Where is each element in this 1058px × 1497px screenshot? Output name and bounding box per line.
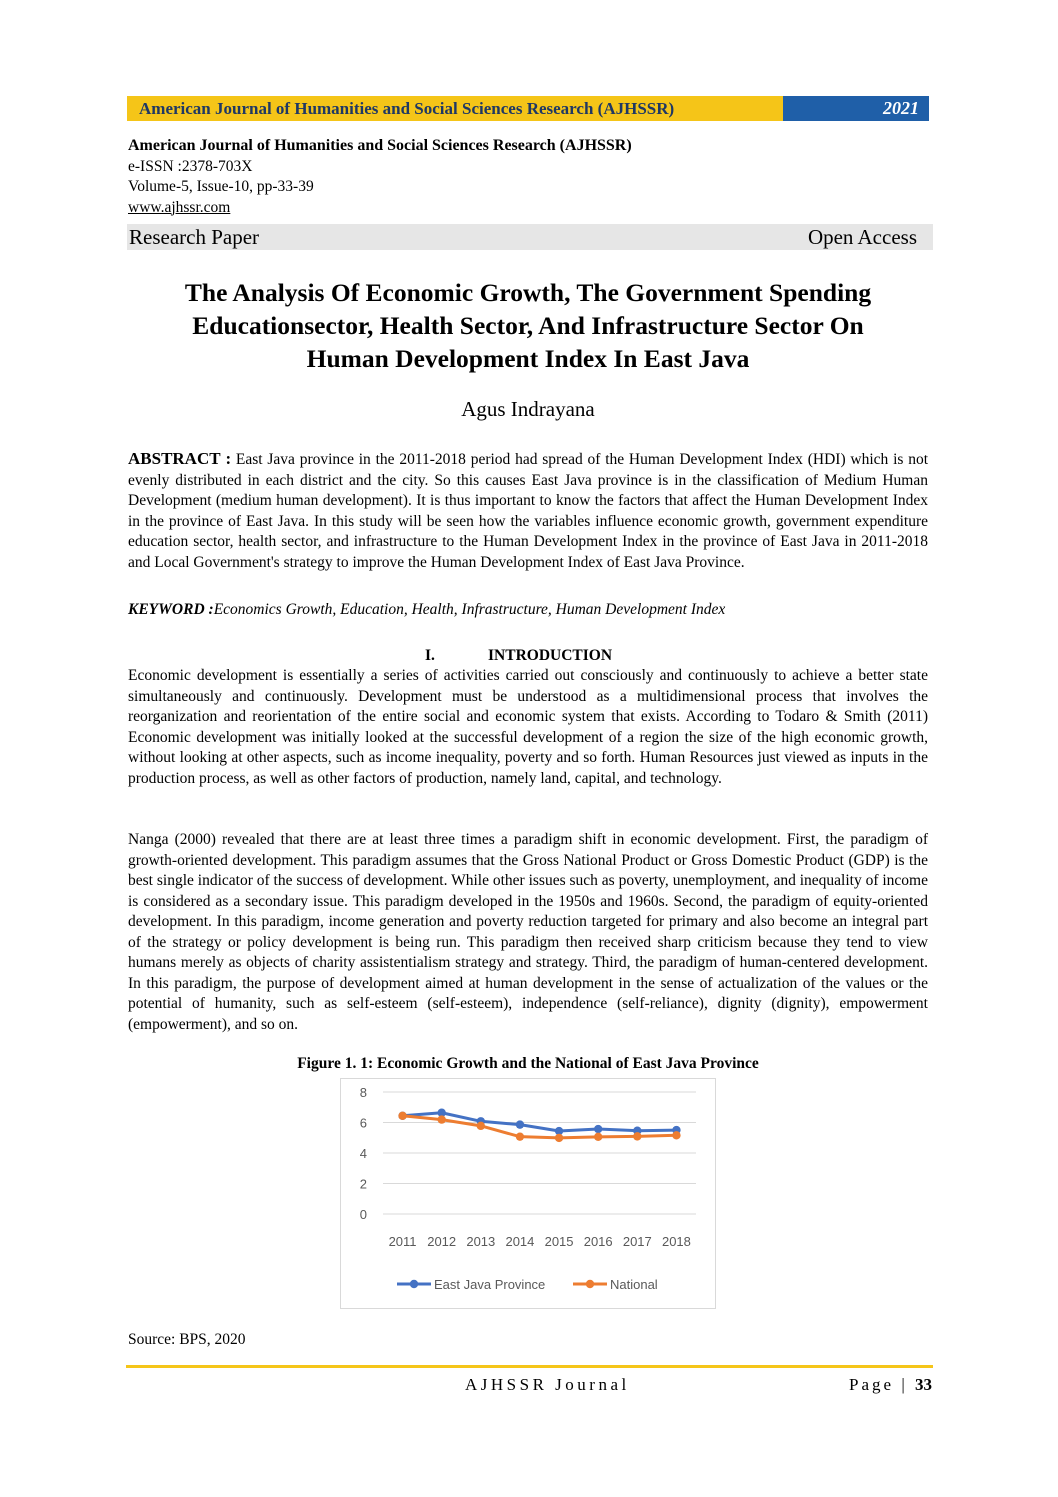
keywords: [128, 601, 928, 619]
access-type: Open Access: [807, 224, 917, 249]
data-point: [555, 1134, 563, 1142]
meta-volume: Volume-5, Issue-10, pp-33-39: [128, 178, 314, 195]
meta-url-link[interactable]: www.ajhssr.com: [128, 198, 231, 216]
footer-page-label: Page |: [849, 1375, 908, 1394]
intro-paragraph-2: Nanga (2000) revealed that there are at least three times a paradigm shift in economic development. First, the paradigm of growth-oriented development. This paradigm assumes that the Gross National Product or Gross Domestic Product (GDP) is the best single indicator of the success of development. While other issues such as poverty, unemployment, and inequality of income is considered as a secondary issue. This paradigm developed in the 1950s and 1960s. Second, the paradigm of equity-oriented development. In this paradigm, income generation and poverty reduction targeted for primary and also become an integral part of the strategy or policy development is being run. This paradigm then received sharp criticism because they tend to view humans merely as objects of charity assistentialism strategy and strategy. Third, the paradigm of human-centered development. In this paradigm, the purpose of development aimed at human development in the sense of actualization of the values or the potential of humanity, such as self-esteem (self-esteem), independence (self-reliance), dignity (dignity), empowerment (empowerment), and so on.: [128, 831, 928, 1033]
x-tick-label: 2016: [583, 1234, 613, 1249]
abstract-label: ABSTRACT :: [128, 449, 232, 468]
keyword-label: KEYWORD :: [128, 601, 214, 618]
section-number: I.: [425, 647, 435, 664]
author-name: Agus Indrayana: [461, 397, 595, 421]
legend-label: National: [610, 1277, 658, 1292]
figure-source: Source: BPS, 2020: [128, 1331, 246, 1348]
paper-type: Research Paper: [129, 224, 260, 249]
data-point: [398, 1112, 406, 1120]
figure-caption: Figure 1. 1: Economic Growth and the National of East Java Province: [297, 1055, 759, 1072]
abstract: [128, 449, 928, 574]
footer-journal: AJHSSR Journal: [465, 1375, 630, 1394]
paper-title: [128, 276, 928, 375]
x-tick-label: 2018: [661, 1234, 691, 1249]
y-tick-label: 0: [359, 1207, 367, 1222]
journal-header-bar: [127, 96, 929, 121]
footer-rule: [126, 1365, 933, 1368]
legend-label: East Java Province: [434, 1277, 546, 1292]
x-tick-label: 2013: [466, 1234, 496, 1249]
legend-marker: [410, 1280, 418, 1288]
y-tick-label: 4: [359, 1146, 367, 1161]
legend-marker: [586, 1280, 594, 1288]
y-tick-label: 2: [359, 1176, 367, 1192]
title-line: The Analysis Of Economic Growth, The Government Spending: [184, 278, 872, 307]
y-tick-label: 8: [359, 1085, 367, 1100]
data-point: [594, 1125, 602, 1133]
paper-type-bar: [127, 224, 933, 250]
meta-journal-title: American Journal of Humanities and Social Sciences Research (AJHSSR): [128, 137, 632, 154]
y-tick-label: 6: [359, 1115, 367, 1131]
meta-issn: e-ISSN :2378-703X: [128, 157, 253, 175]
data-point: [516, 1132, 524, 1140]
data-point: [477, 1122, 485, 1130]
section-heading: INTRODUCTION: [488, 647, 613, 664]
x-tick-label: 2014: [505, 1234, 535, 1249]
keyword-text: Economics Growth, Education, Health, Infrastructure, Human Development Index: [213, 601, 726, 618]
footer-page-number: 33: [915, 1375, 932, 1394]
journal-meta: [128, 136, 928, 218]
chart-svg: [341, 1079, 715, 1308]
data-point: [437, 1115, 445, 1123]
title-line: Human Development Index In East Java: [306, 344, 750, 373]
data-point: [672, 1131, 680, 1139]
x-tick-label: 2012: [427, 1234, 457, 1249]
data-point: [594, 1133, 602, 1141]
title-line: Educationsector, Health Sector, And Infrastructure Sector On: [192, 311, 864, 340]
x-tick-label: 2011: [388, 1234, 417, 1249]
intro-paragraph-1: Economic development is essentially a series of activities carried out consciously and continuously to achieve a better state simultaneously and continuously. Development must be understood as a multidimensional process that involves the reorganization and reorientation of the entire social and economic system that exists. According to Todaro & Smith (2011) Economic development was initially looked at the successful development of a region the size of the high economic growth, without looking at other aspects, such as income inequality, poverty and so forth. Human Resources just viewed as inputs in the production process, as well as other factors of production, namely land, capital, and technology.: [128, 667, 928, 787]
header-year: 2021: [783, 96, 929, 121]
line-chart: [340, 1078, 716, 1309]
x-tick-label: 2017: [622, 1234, 652, 1249]
header-journal-name: American Journal of Humanities and Social Sciences Research (AJHSSR): [127, 96, 783, 121]
data-point: [633, 1132, 641, 1140]
data-point: [516, 1120, 524, 1128]
footer-page: [849, 1375, 932, 1395]
x-tick-label: 2015: [544, 1234, 574, 1249]
abstract-text: East Java province in the 2011-2018 period had spread of the Human Development Index (HDI) which is not evenly distributed in each district and the city. So this causes East Java province is in the classification of Medium Human Development (medium human development). It is thus important to know the factors that affect the Human Development Index in the province of East Java. In this study will be seen how the variables influence economic growth, government expenditure education sector, health sector, and infrastructure to the Human Development Index in the province of East Java in 2011-2018 and Local Government's strategy to improve the Human Development Index of East Java Province.: [128, 451, 928, 571]
